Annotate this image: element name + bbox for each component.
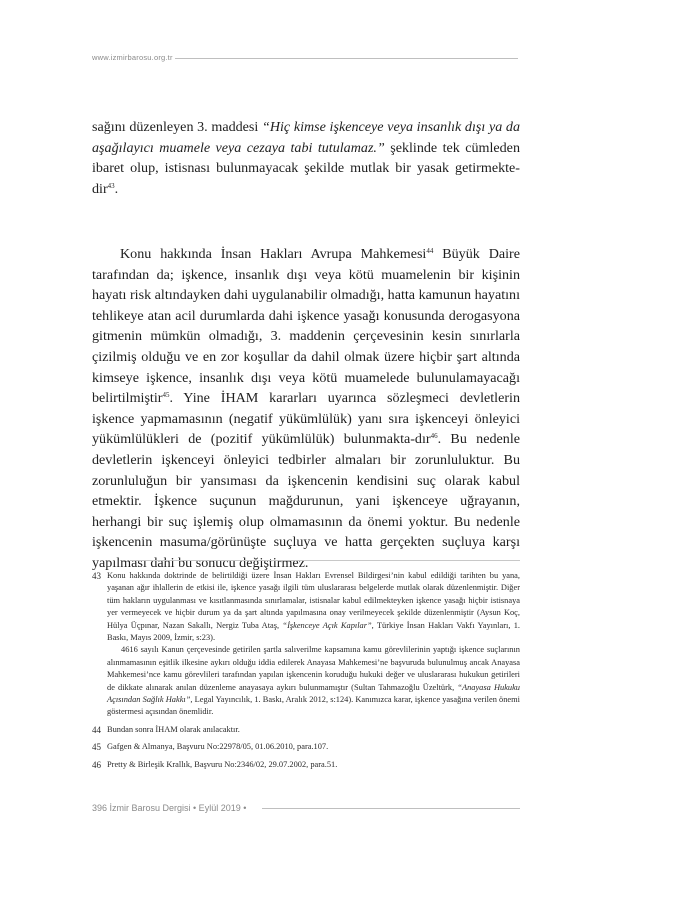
footnote-45 (92, 741, 520, 753)
paragraph-2-part-2: Büyük Daire tarafından da; işkence, insanlık dışı veya kötü muamelenin bir kişinin hayatı risk altındayken dahi uygulanabilir olmadığı, hatta kamunun hayatını tehlikeye atan acil durumlarda dahi işkence yasağı konusunda derogasyona gitmenin mümkün olmadığı, 3. maddenin çerçevesinin kesin sınırlarla çizilmiş olduğu ve en zor koşullar da dahil olmak üzere hiçbir şart altında kimseye işkence, insanlık dışı veya kötü muamelede bulunulamayacağı belirtilmiştir (92, 246, 520, 407)
footnote-44 (92, 724, 520, 736)
footnote-ref-46[interactable]: 46 (430, 432, 438, 441)
paragraph-2-part-1: Konu hakkında İnsan Hakları Avrupa Mahkemesi (120, 246, 427, 262)
paragraph-2-part-3: . Yine İHAM kararları uyarınca sözleşmeci devletlerin işkence yapmamasının (negatif yükümlülük) yanı sıra işkenceyi önleyici yükümlülükleri de (pozitif yükümlülük) bulunmakta-dır (92, 390, 520, 448)
footnote-text: Gafgen & Almanya, Başvuru No:22978/05, 01.06.2010, para.107. (107, 742, 329, 752)
paragraph-1-text-end: şeklinde tek cümleden ibaret olup, istisnası bulunmayacak şekilde mutlak bir yasak getirmekte-dir (92, 139, 520, 197)
footnote-number: 46 (92, 759, 101, 770)
footnote-ref-45[interactable]: 45 (162, 391, 170, 400)
footnote-43-italic-b: “Anayasa Hukuku Açısından Sağlık Hakkı” (107, 682, 520, 705)
paragraph-1 (92, 117, 520, 199)
footnote-43-text-b-end: , Legal Yayıncılık, 1. Baskı, Aralık 2012, s:124). Kanımızca karar, işkence yasağına verilen önemi göstermesi açısından önemlidir. (107, 695, 520, 717)
footnote-text: Pretty & Birleşik Krallık, Başvuru No:2346/02, 29.07.2002, para.51. (107, 759, 338, 769)
footnote-text (107, 570, 520, 719)
footnote-ref-44[interactable]: 44 (426, 247, 434, 255)
header-url: www.izmirbarosu.org.tr (92, 53, 173, 62)
footnote-43 (92, 570, 520, 719)
footnote-separator (130, 560, 520, 561)
footnotes (92, 570, 520, 776)
footnote-ref-43[interactable]: 43 (107, 181, 115, 190)
paragraph-1-period: . (114, 180, 119, 197)
paragraph-1-text-start: sağını düzenleyen 3. maddesi (92, 119, 262, 135)
footer-rule (262, 808, 520, 809)
paragraph-2 (92, 244, 520, 574)
footnote-43-text-b: 4616 sayılı Kanun çerçevesinde getirilen şartla salıverilme kapsamına kamu görevlilerinin yaptığı işkence suçlarının alınmamasının eşitlik ilkesine aykırı olduğu iddia edilerek Anayasa Mahkemesi’ne başvuruda bulunulmuş ancak Anayasa Mahkemesi’nce kamu görevlileri tarafından yapılan işkencenin koruduğu hukuki değer ve uluslararası hukukun getirileri de dikkate alınarak anılan düzenleme anayasaya aykırı bulunmamıştır (Sultan Tahmazoğlu Üzeltürk, (107, 645, 520, 692)
footnote-text: Bundan sonra İHAM olarak anılacaktır. (107, 724, 240, 734)
footnote-number: 43 (92, 571, 101, 581)
footnote-43-subparagraph (107, 644, 520, 718)
footnote-43-italic-a: “İşkenceye Açık Kapılar” (282, 620, 372, 630)
footnote-43-text-a-end: , Türkiye İnsan Hakları Vakfı Yayınları, 1. Baskı, Mayıs 2009, İzmir, s:23). (107, 620, 520, 643)
footnote-number: 45 (92, 742, 101, 753)
footnote-46 (92, 759, 520, 771)
paragraph-2-part-4: . Bu nedenle devletlerin işkenceyi önleyici tedbirler almaları bir zorunluluktur. Bu zorunluluğun bir yansıması da işkencenin kendisini suç olarak kabul etmektir. İşkence suçunun mağdurunun, yani işkenceye uğrayanın, herhangi bir suç işlemiş olup olmamasının da önemi yoktur. Bu nedenle işkencenin masuma/görünüşte suçluya ve hatta gerçekten suçluya karşı yapılması dahi bu sonucu değiştirmez. (92, 431, 520, 571)
page-footer: 396 İzmir Barosu Dergisi • Eylül 2019 • (92, 803, 247, 813)
footnote-43-text-a: Konu hakkında doktrinde de belirtildiği üzere İnsan Hakları Evrensel Bildirgesi’nin kabul edildiği tarihten bu yana, yaşanan ağır ihlallerin de etkisi ile, işkence yasağı ilgili tüm uluslararası belgelerde mutlak olarak düzenlenmiştir. Diğer tüm hakların uygulanması ve kısıtlanmasında sınırlamalar, istisnalar kabul edilmekteyken işkence yasağı hiçbir istisnaya yer vermeyecek ve hiçbir durum ya da şart altında yapılmasına onay verilmeyecek şekilde düzenlenmiştir (Aysun Koç, Hülya Üçpınar, Nazan Sakallı, Nergiz Tuba Ataş, (107, 571, 520, 630)
paragraph-1-quote: “Hiç kimse işkenceye veya insanlık dışı ya da aşağılayıcı muamele veya cezaya tabi tutulamaz.” (92, 119, 520, 156)
footnote-number: 44 (92, 724, 101, 735)
header-rule (175, 58, 518, 59)
